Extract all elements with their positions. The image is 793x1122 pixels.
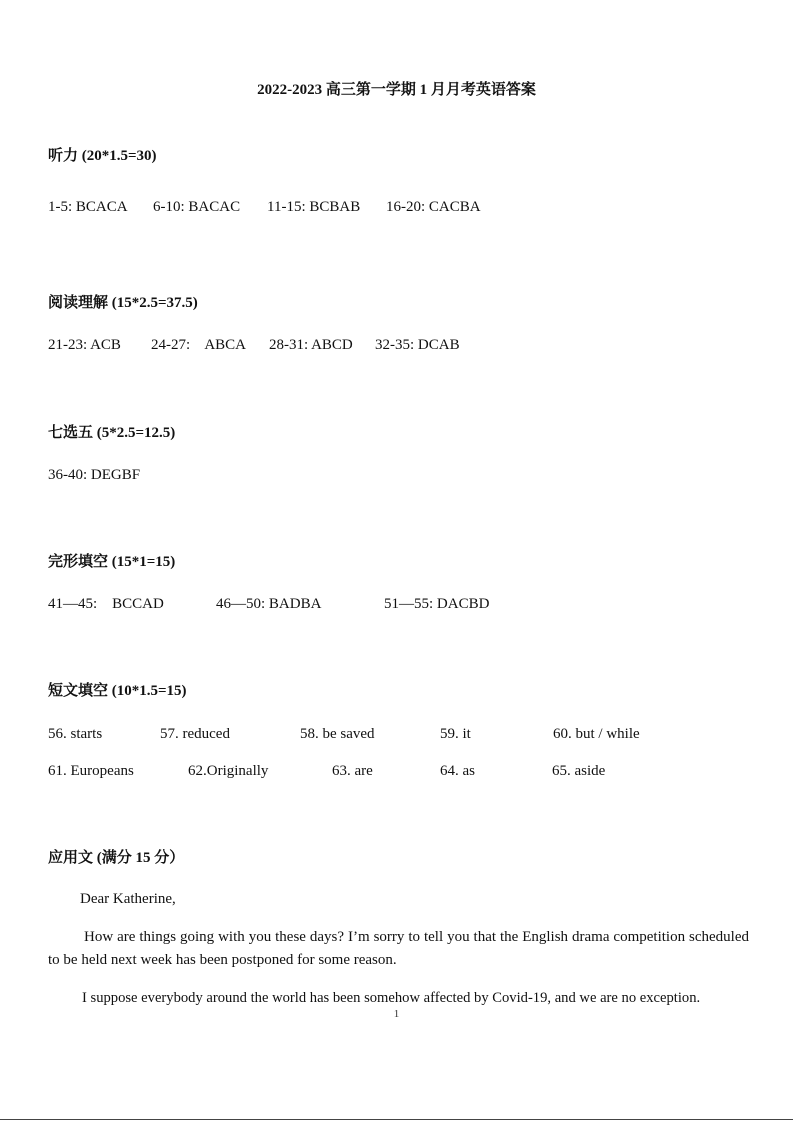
answer-reading-2: 24-27: ABCA (151, 337, 247, 353)
answer-grammar-58: 58. be saved (300, 726, 375, 742)
answer-cloze-2: 46—50: BADBA (216, 596, 322, 612)
answer-grammar-63: 63. are (332, 763, 373, 779)
answer-grammar-60: 60. but / while (553, 726, 640, 742)
section-heading-grammar: 短文填空 (10*1.5=15) (48, 683, 187, 699)
answer-seven-1: 36-40: DEGBF (48, 467, 141, 483)
page-bottom-divider (0, 1119, 793, 1120)
section-heading-listening: 听力 (20*1.5=30) (48, 148, 157, 164)
answer-grammar-56: 56. starts (48, 726, 103, 742)
answer-listening-1: 1-5: BCACA (48, 199, 128, 215)
answer-grammar-62: 62.Originally (188, 763, 269, 779)
section-heading-writing: 应用文 (满分 15 分） (48, 850, 185, 866)
letter-salutation: Dear Katherine, (80, 891, 176, 907)
answer-grammar-61: 61. Europeans (48, 763, 134, 779)
letter-paragraph-2: I suppose everybody around the world has been somehow affected by Covid-19, and we are no exception. (82, 990, 701, 1006)
answer-grammar-65: 65. aside (552, 763, 606, 779)
answer-listening-4: 16-20: CACBA (386, 199, 481, 215)
letter-paragraph-1: How are things going with you these days? I’m sorry to tell you that the English drama competition scheduled to be held next week has been postponed for some reason. (48, 929, 749, 968)
answer-grammar-64: 64. as (440, 763, 475, 779)
answer-listening-2: 6-10: BACAC (153, 199, 241, 215)
page-title: 2022-2023 高三第一学期 1 月月考英语答案 (257, 82, 536, 98)
answer-cloze-1: 41—45: BCCAD (48, 596, 164, 612)
answer-grammar-59: 59. it (440, 726, 471, 742)
section-heading-seven: 七选五 (5*2.5=12.5) (48, 425, 176, 441)
section-heading-cloze: 完形填空 (15*1=15) (48, 554, 176, 570)
answer-reading-1: 21-23: ACB (48, 337, 121, 353)
answer-reading-3: 28-31: ABCD (269, 337, 353, 353)
page-number: 1 (393, 1008, 400, 1020)
answer-grammar-57: 57. reduced (160, 726, 230, 742)
answer-listening-3: 11-15: BCBAB (267, 199, 361, 215)
answer-cloze-3: 51—55: DACBD (384, 596, 490, 612)
answer-reading-4: 32-35: DCAB (375, 337, 460, 353)
section-heading-reading: 阅读理解 (15*2.5=37.5) (48, 295, 198, 311)
